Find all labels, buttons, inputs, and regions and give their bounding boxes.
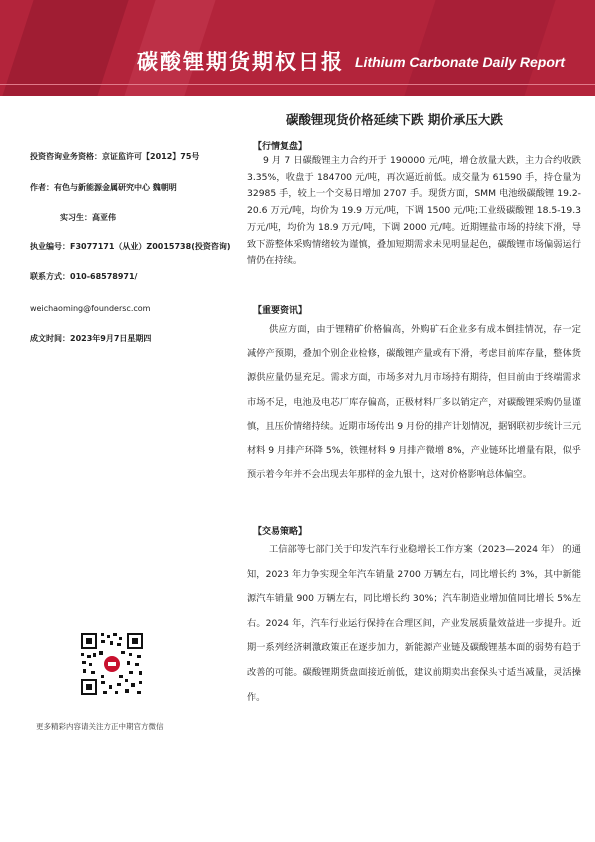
strategy-paragraph: 工信部等七部门关于印发汽车行业稳增长工作方案（2023—2024 年） 的通知，2023 年力争实现全年汽车销量 2700 万辆左右，同比增长约 3%，其中新能源汽车销量 900 万辆左右，同比增长约 30%；汽车制造业增加值同比增长 5%左右。2024 年，汽车行业运行保持在合理区间，产业发展质量效益进一步提升。近期一系列经济刺激政策正在逐步加力，新能源产业链及碳酸锂基本面的弱势有趋于改善的可能。碳酸锂期货盘面接近前低，建议前期卖出套保头寸适当减量，灵活操作。 — [247, 544, 581, 703]
license-line: 执业编号：F3077171（从业）Z0015738(投资咨询) — [30, 242, 231, 251]
banner-rule — [0, 84, 595, 85]
header-banner — [0, 0, 595, 96]
section-tag-strategy: 【交易策略】 — [253, 527, 308, 537]
banner-decor-stripe — [2, 0, 128, 96]
wechat-qr-code-icon — [79, 631, 145, 697]
qr-caption: 更多精彩内容请关注方正中期官方微信 — [36, 722, 164, 731]
market-review-paragraph: 9 月 7 日碳酸锂主力合约开于 190000 元/吨，增仓放量大跌，主力合约收跌 3.35%，收盘于 184700 元/吨，再次逼近前低。成交量为 61590 手，持仓量为 32985 手，较上一个交易日增加 2707 手。现货方面，SMM 电池级碳酸锂 19.2-20.6 万元/吨，均价为 19.9 万元/吨，下调 1500 元/吨;工业级碳酸锂 18.5-19.3 万元/吨，均价为 18.9 万元/吨，下调 2000 元/吨。近期锂盐市场的持续下滑，导致下游整体采购情绪较为谨慎，叠加短期需求未见明显起色，碳酸锂市场偏弱运行情仍在持续。 — [247, 155, 581, 267]
article-headline: 碳酸锂现货价格延续下跌 期价承压大跌 — [286, 112, 503, 127]
report-title-en: Lithium Carbonate Daily Report — [355, 54, 566, 70]
email-link[interactable]: weichaoming@foundersc.com — [30, 304, 151, 313]
section-tag-market-review: 【行情复盘】 — [253, 142, 308, 152]
contact-line: 联系方式：010-68578971/ — [30, 272, 138, 281]
banner-decor-stripe — [404, 0, 555, 96]
qualification-line: 投资咨询业务资格：京证监许可【2012】75号 — [30, 152, 200, 161]
author-line: 作者：有色与新能源金属研究中心 魏朝明 — [30, 183, 177, 192]
key-news-paragraph: 供应方面，由于锂精矿价格偏高，外购矿石企业多有成本倒挂情况，存一定减停产预期，叠加个别企业检修，碳酸锂产量或有下滑，考虑目前库存量，整体货源供应量仍显充足。需求方面，市场多对九月市场持有期待，但目前由于终端需求市场不足，电池及电芯厂库存偏高，正极材料厂多以销定产，对碳酸锂采购仍显谨慎，且压价情绪持续。近期市场传出 9 月份的排产计划情况，据钢联初步统计三元材料 9 月排产环降 5%，铁锂材料 9 月排产微增 8%，产业链环比增量有限，似乎预示着今年并不会出现去年那样的金九银十，这对价格影响总体偏空。 — [247, 324, 581, 481]
date-line: 成文时间：2023年9月7日星期四 — [30, 334, 152, 343]
section-tag-key-news: 【重要资讯】 — [253, 306, 308, 316]
intern-line: 实习生：高亚伟 — [60, 213, 116, 222]
report-title-cn: 碳酸锂期货期权日报 — [137, 50, 344, 74]
